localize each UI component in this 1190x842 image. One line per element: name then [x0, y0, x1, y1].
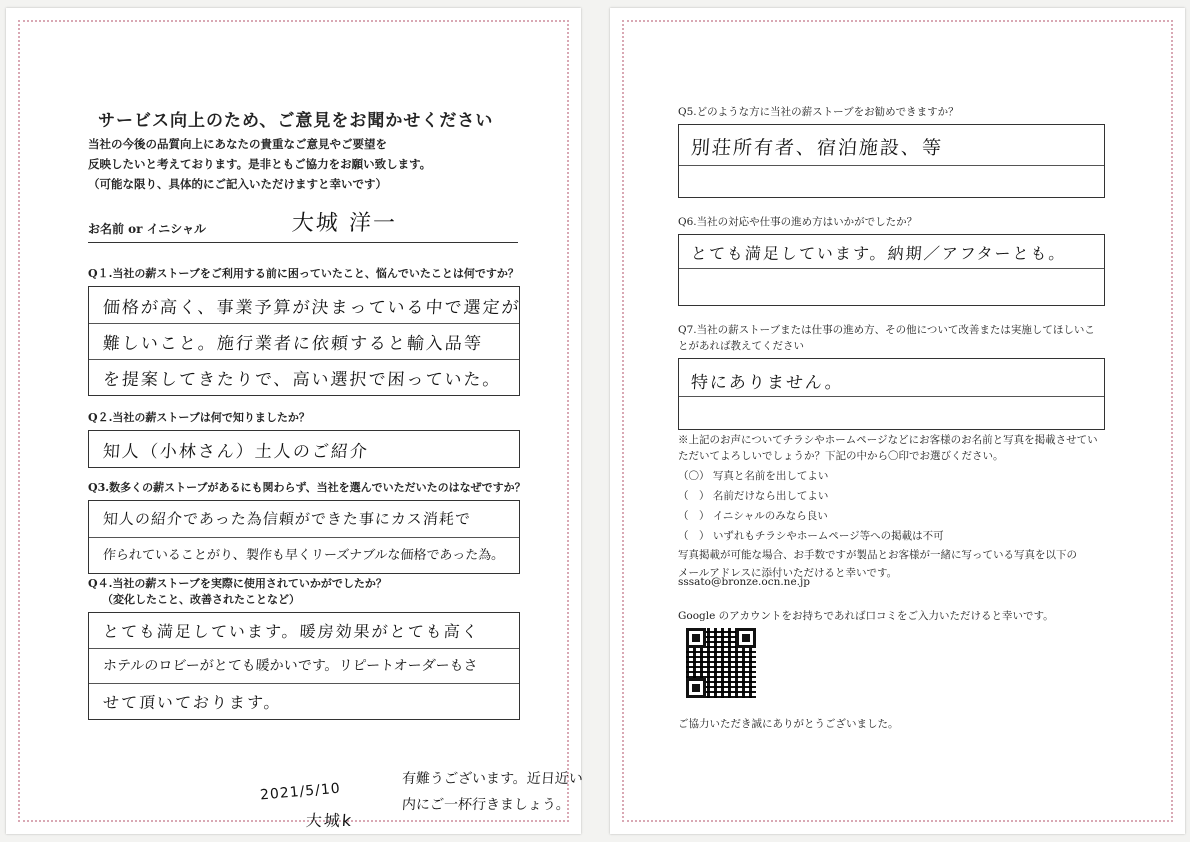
intro-line: （可能な限り、具体的にご記入いただけますと幸いです） [88, 177, 387, 191]
q3-answer-box[interactable] [88, 500, 520, 574]
consent-line: ※上記のお声についてチラシやホームページなどにお客様のお名前と写真を掲載させてい [678, 434, 1098, 446]
ruled-line [679, 165, 1104, 166]
qr-finder [736, 628, 756, 648]
option-text: 写真と名前を出してよい [712, 470, 829, 482]
q5-label: Q5.どのような方に当社の薪ストーブをお勧めできますか？ [678, 106, 959, 118]
q2-label: Q２.当社の薪ストーブは何で知りましたか？ [88, 411, 310, 424]
consent-option-name-only[interactable] [678, 486, 944, 506]
q3-label: Q3.数多くの薪ストーブがあるにも関わらず、当社を選んでいただいたのはなぜですか？ [88, 481, 526, 494]
ruled-line [679, 396, 1104, 397]
answer-line: せて頂いております。 [102, 693, 283, 712]
ruled-line [89, 683, 519, 684]
signature: 大城k [305, 811, 354, 830]
q4-sublabel: （変化したこと、改善されたことなど） [102, 593, 300, 606]
consent-option-initials-only[interactable] [678, 506, 944, 526]
answer-line: とても満足しています。納期／アフターとも。 [690, 244, 1068, 263]
answer-line: 知人（小林さん）土人のご紹介 [102, 442, 370, 462]
google-review-line: Google のアカウントをお持ちであれば口コミをご入力いただけると幸いです。 [678, 610, 1054, 622]
option-mark: （〇） [678, 470, 710, 482]
q6-answer-box[interactable] [678, 234, 1105, 306]
option-text: いずれもチラシやホームページ等への掲載は不可 [712, 530, 944, 542]
name-label: お名前 or イニシャル [88, 222, 206, 236]
option-mark: （ ） [678, 490, 710, 502]
consent-line: ただいてよろしいでしょうか？下記の中から〇印でお選びください。 [678, 450, 1004, 462]
q1-label: Q１.当社の薪ストーブをご利用する前に困っていたこと、悩んでいたことは何ですか？ [88, 267, 519, 280]
option-text: イニシャルのみなら良い [712, 510, 828, 522]
answer-line: 作られていることがり、製作も早くリーズナブルな価格であった為。 [102, 548, 505, 563]
q4-answer-box[interactable] [88, 612, 520, 720]
survey-sheet-left [6, 8, 584, 834]
name-value[interactable]: 大城 洋一 [290, 211, 398, 236]
footer-handwritten-note [402, 768, 583, 814]
intro-line: 当社の今後の品質向上にあなたの貴重なご意見やご要望を [88, 137, 387, 151]
photo-line: メールアドレスに添付いただけると幸いです。 [678, 567, 898, 579]
option-text: 名前だけなら出してよい [712, 490, 829, 502]
answer-line: 難しいこと。施行業者に依頼すると輸入品等 [102, 334, 484, 354]
ruled-line [679, 268, 1104, 269]
q7-label-line: とがあれば教えてください [678, 340, 804, 352]
q4-label: Q４.当社の薪ストーブを実際に使用されていかがでしたか？ [88, 577, 387, 590]
consent-options [678, 466, 944, 546]
contact-email[interactable]: sssato@bronze.ocn.ne.jp [678, 576, 810, 588]
answer-line: 知人の紹介であった為信頼ができた事にカス消耗で [102, 510, 472, 528]
answer-line: とても満足しています。暖房効果がとても高く [102, 622, 481, 641]
answer-line: ホテルのロビーがとても暖かいです。リピートオーダーもさ [102, 658, 479, 674]
answer-line: を提案してきたりで、高い選択で困っていた。 [102, 370, 503, 390]
intro-line: 反映したいと考えております。是非ともご協力をお願い致します。 [88, 157, 432, 171]
answer-line: 特にありません。 [690, 373, 845, 393]
q2-answer-box[interactable] [88, 430, 520, 468]
q7-label [678, 322, 1095, 354]
qr-code[interactable] [686, 628, 756, 698]
thanks-text: ご協力いただき誠にありがとうございました。 [678, 718, 899, 730]
consent-option-none[interactable] [678, 526, 944, 546]
note-line: 内にご一杯行きましょう。 [401, 797, 571, 813]
q6-label: Q6.当社の対応や仕事の進め方はいかがでしたか？ [678, 216, 918, 228]
q7-label-line: Q7.当社の薪ストーブまたは仕事の進め方、その他について改善または実施してほしいこ [678, 324, 1095, 336]
survey-intro [88, 134, 431, 194]
name-rule [88, 242, 518, 243]
q7-answer-box[interactable] [678, 358, 1105, 430]
survey-sheet-right [610, 8, 1185, 834]
answer-line: 別荘所有者、宿泊施設、等 [690, 137, 944, 159]
ruled-line [89, 648, 519, 649]
ruled-line [89, 323, 519, 324]
ruled-line [89, 537, 519, 538]
option-mark: （ ） [678, 510, 710, 522]
survey-title: サービス向上のため、ご意見をお聞かせください [98, 111, 494, 131]
qr-finder [686, 628, 706, 648]
qr-finder [686, 678, 706, 698]
answer-line: 価格が高く、事業予算が決まっている中で選定が [102, 298, 522, 318]
ruled-line [89, 359, 519, 360]
consent-option-photo-name[interactable] [678, 466, 944, 486]
date-note: 2021/5/10 [259, 780, 342, 804]
q5-answer-box[interactable] [678, 124, 1105, 198]
q1-answer-box[interactable] [88, 286, 520, 396]
photo-line: 写真掲載が可能な場合、お手数ですが製品とお客様が一緒に写っている写真を以下の [678, 549, 1077, 561]
note-line: 有難うございます。近日近い [401, 771, 584, 787]
consent-text [678, 432, 1098, 464]
option-mark: （ ） [678, 530, 710, 542]
